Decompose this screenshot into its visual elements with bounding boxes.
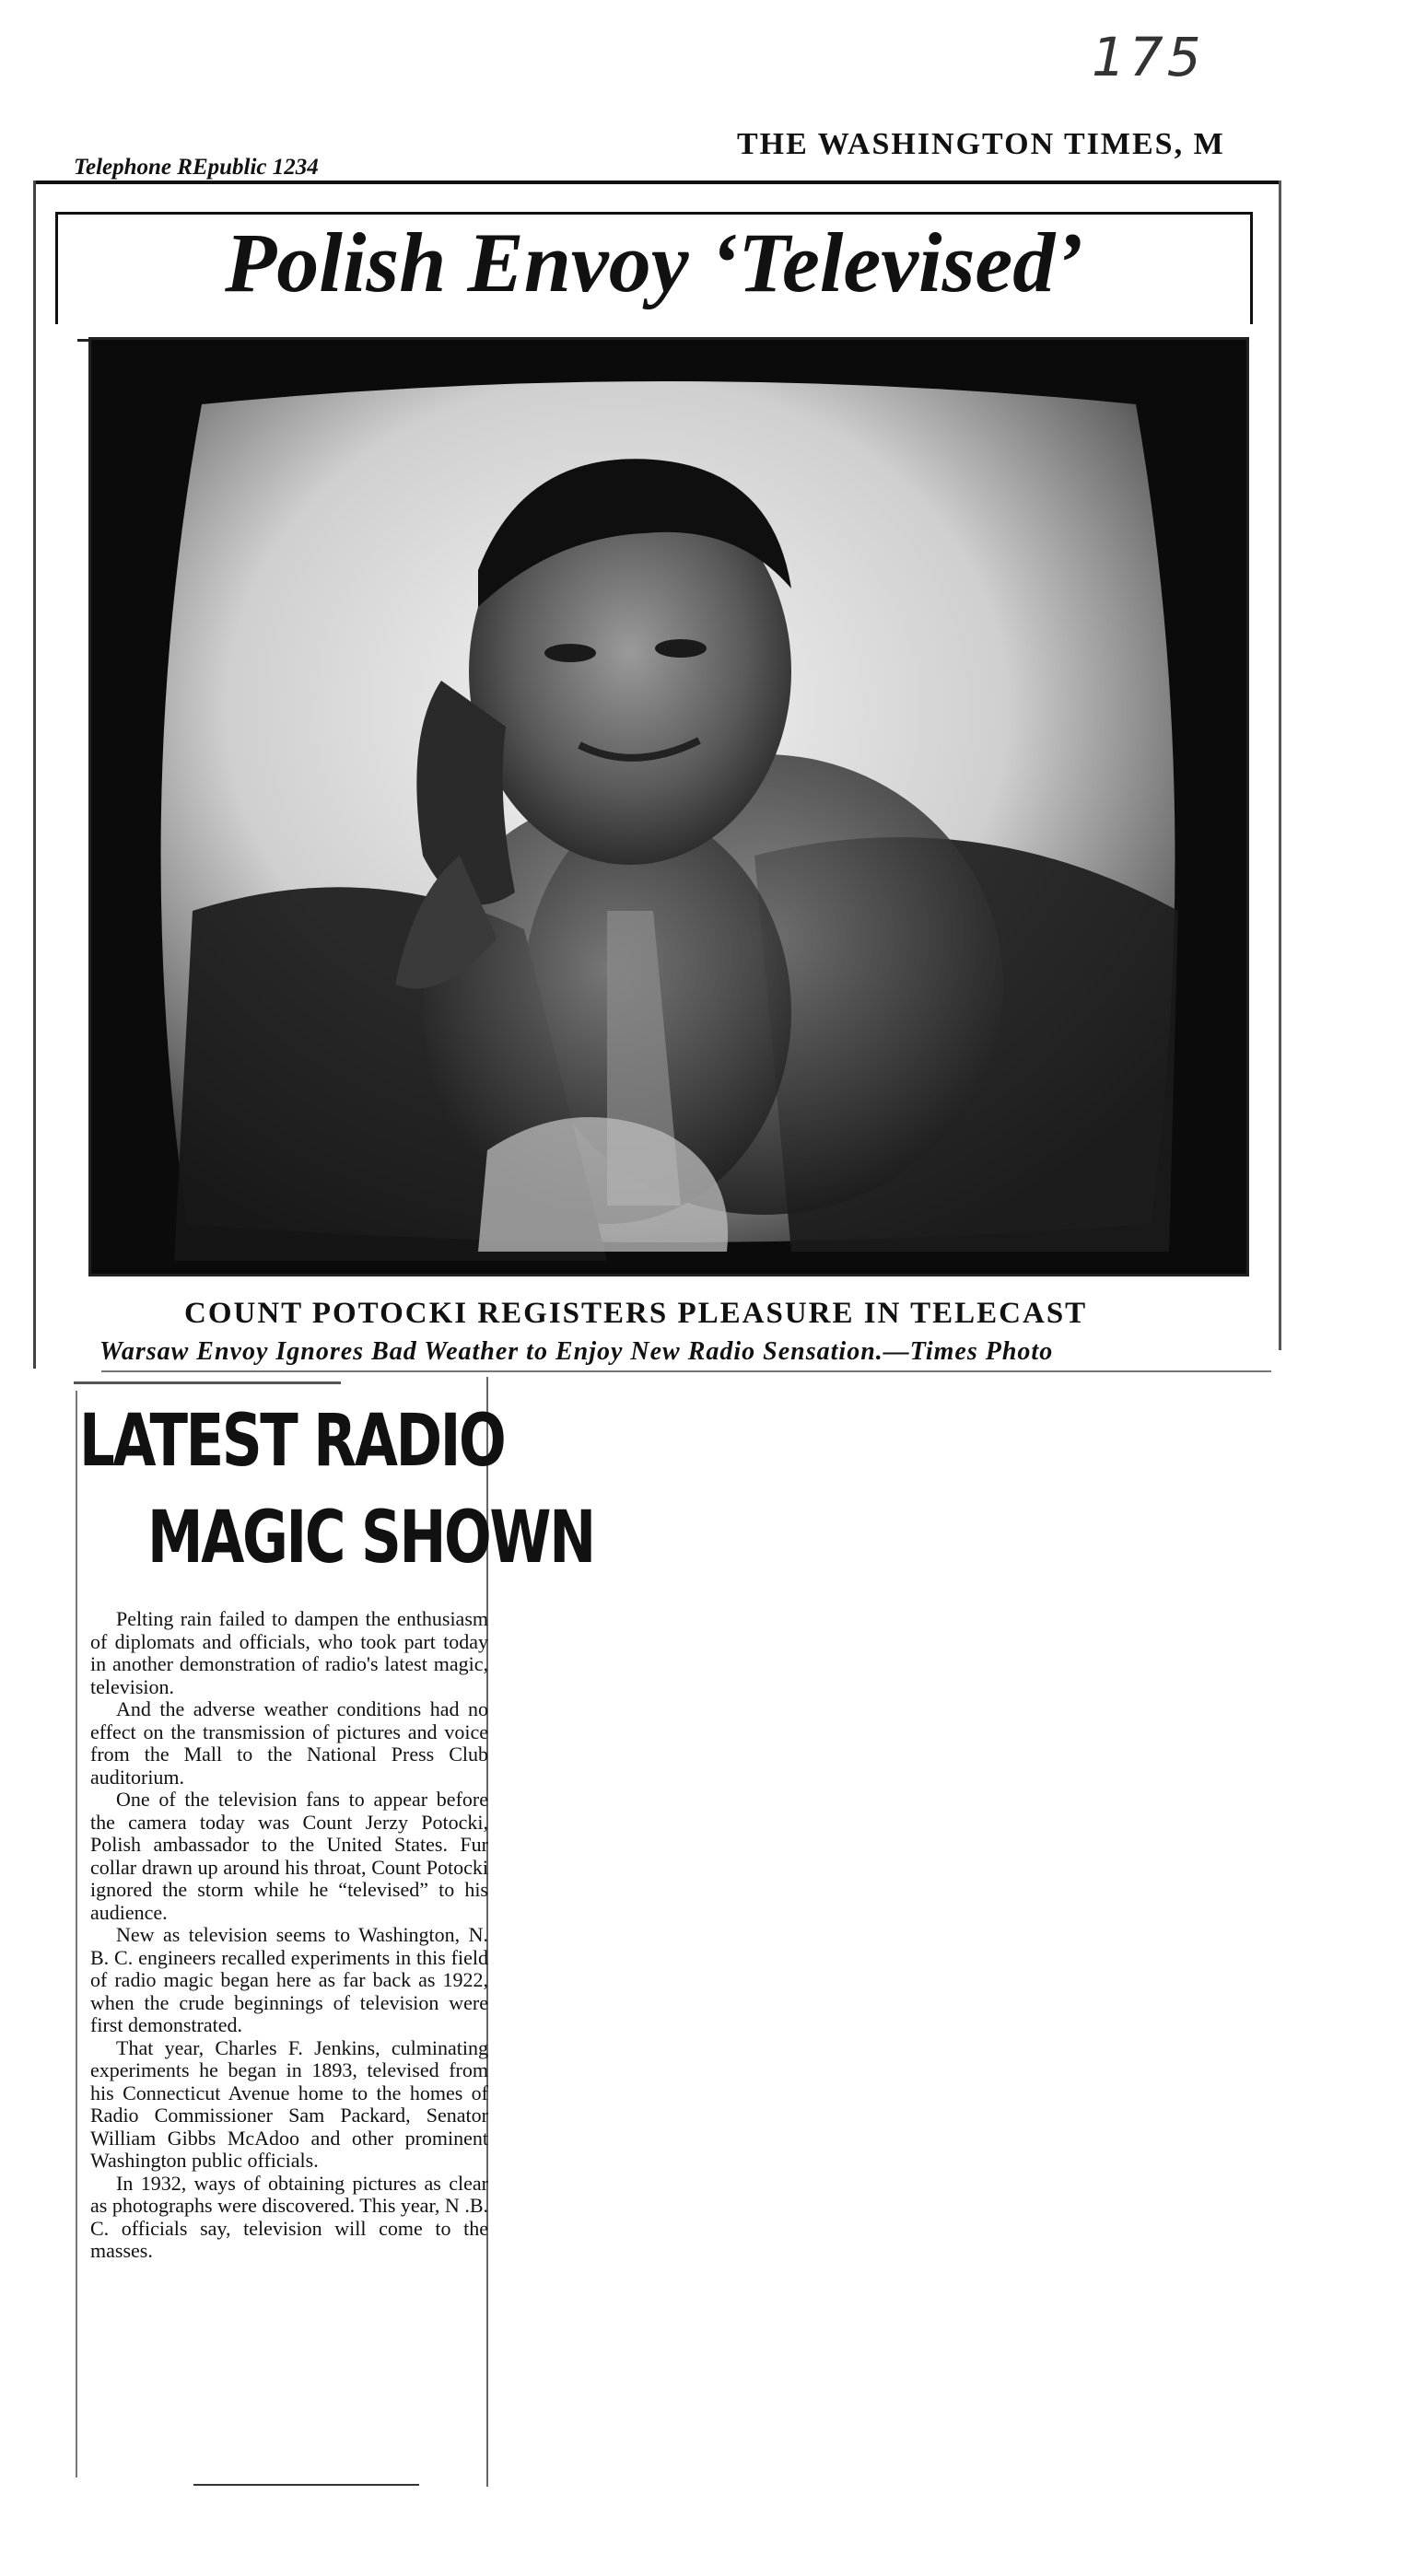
article-paragraph: That year, Charles F. Jenkins, culminating experiments he began in 1893, televised from his Connecticut Avenue home to the homes of Radio Commissioner Sam Packard, Senator William Gibbs McAdoo and other prominent Washington public officials. [90, 2035, 488, 2172]
photo-caption-title: COUNT POTOCKI REGISTERS PLEASURE IN TELECAST [184, 1297, 1088, 1330]
television-photo [88, 337, 1249, 1276]
headline: Polish Envoy ‘Televised’ [225, 216, 1083, 309]
column-top-rule [74, 1381, 341, 1384]
clipping-border-right [1279, 181, 1281, 1350]
column-left-rule [76, 1391, 77, 2477]
article-subhead-line-2: MAGIC SHOWN [147, 1497, 594, 1579]
photo-caption-subtitle: Warsaw Envoy Ignores Bad Weather to Enjoy New Radio Sensation.—Times Photo [99, 1337, 1054, 1366]
article-end-rule [193, 2484, 419, 2486]
masthead-rule [33, 181, 1280, 184]
telephone-line: Telephone REpublic 1234 [74, 155, 319, 180]
page-number: 175 [1092, 26, 1205, 88]
television-screen-image [91, 340, 1246, 1274]
article-paragraph: And the adverse weather conditions had no effect on the transmission of pictures and voice from the Mall to the National Press Club auditorium. [90, 1697, 488, 1789]
newspaper-name: THE WASHINGTON TIMES, M [737, 127, 1225, 161]
article-paragraph: Pelting rain failed to dampen the enthusiasm of diplomats and officials, who took part today in another demonstration of radio's latest magic, television. [90, 1607, 488, 1698]
clipping-border-left [33, 181, 36, 1369]
article-subhead-line-1: LATEST RADIO [79, 1400, 505, 1483]
article-paragraph: New as television seems to Washington, N. B. C. engineers recalled experiments in this field of radio magic began here as far back as 1922, when the crude beginnings of television were first demonstrated. [90, 1923, 488, 2036]
article-body [90, 1608, 488, 2263]
caption-rule [101, 1370, 1271, 1372]
article-paragraph: In 1932, ways of obtaining pictures as clear as photographs were discovered. This year, N .B. C. officials say, television will come to the masses. [90, 2171, 488, 2262]
article-paragraph: One of the television fans to appear before the camera today was Count Jerzy Potocki, Polish ambassador to the United States. Fur collar drawn up around his throat, Count Potocki ignored the storm while he “televised” to his audience. [90, 1788, 488, 1924]
